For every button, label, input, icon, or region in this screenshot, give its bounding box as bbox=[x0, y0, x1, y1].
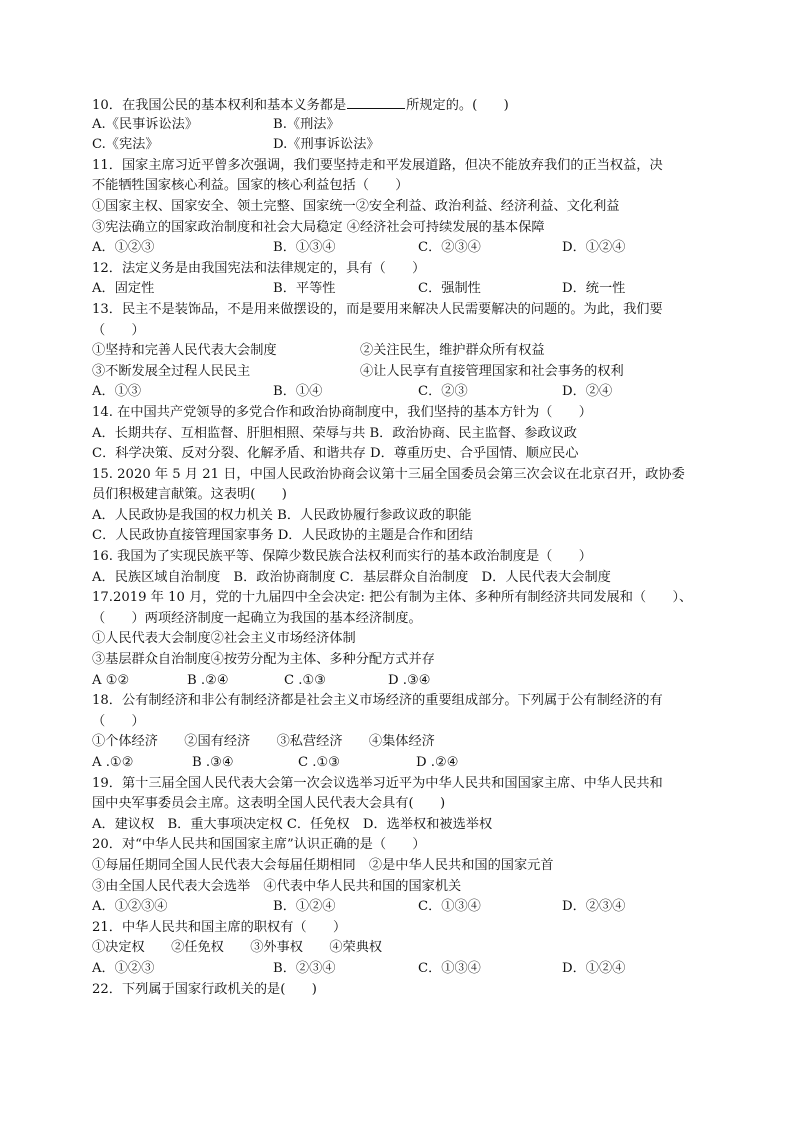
question-19-options: A．建议权 B．重大事项决定权 C．任免权 D．选举权和被选举权 bbox=[92, 816, 493, 832]
option-d: D．统一性 bbox=[562, 281, 626, 297]
question-12-stem: 12．法定义务是由我国宪法和法律规定的，具有（ ） bbox=[92, 260, 426, 276]
question-11-stem-line-2: 不能牺牲国家核心利益。国家的核心利益包括（ ） bbox=[92, 178, 409, 194]
question-14-options-row-1: A．长期共存、互相监督、肝胆相照、荣辱与共 B．政治协商、民主监督、参政议政 bbox=[92, 425, 577, 441]
question-10-options-row-1 bbox=[92, 115, 704, 136]
option-c: C．②③④ bbox=[418, 240, 481, 256]
option-c: C．强制性 bbox=[418, 281, 481, 297]
question-16-stem: 16. 我国为了实现民族平等、保障少数民族合法权利而实行的基本政治制度是（ ） bbox=[92, 549, 592, 565]
question-13-stem-line-1: 13．民主不是装饰品，不是用来做摆设的，而是要用来解决人民需要解决的问题的。为此，我们要 bbox=[92, 301, 663, 317]
question-11-options bbox=[92, 238, 704, 259]
option-d: D．①②④ bbox=[562, 960, 626, 976]
question-16-options: A．民族区域自治制度 B．政治协商制度 C．基层群众自治制度 D．人民代表大会制度 bbox=[92, 569, 611, 585]
question-17-options bbox=[92, 671, 704, 692]
option-c: C.《宪法》 bbox=[92, 137, 159, 153]
option-d: D .③④ bbox=[388, 672, 431, 688]
question-20-statements-row-2: ③由全国人民代表大会选举 ④代表中华人民共和国的国家机关 bbox=[92, 878, 462, 894]
question-11-stem-line-1: 11．国家主席习近平曾多次强调，我们要坚持走和平发展道路，但决不能放弃我们的正当权益，决 bbox=[92, 157, 663, 173]
option-d: D.《刑事诉讼法》 bbox=[273, 137, 380, 153]
question-17-stem-line-1: 17.2019 年 10 月，党的十九届四中全会决定: 把公有制为主体、多种所有制经济共同发展和（ ）、 bbox=[92, 590, 693, 606]
option-a: A．①②③ bbox=[92, 960, 155, 976]
question-22-stem: 22．下列属于国家行政机关的是( ) bbox=[92, 981, 317, 997]
option-a: A．①②③ bbox=[92, 240, 155, 256]
option-c: C .①③ bbox=[284, 672, 327, 688]
option-b: B．②③④ bbox=[273, 960, 336, 976]
question-10-options-row-2 bbox=[92, 135, 704, 156]
statement-4: ④让人民享有直接管理国家和社会事务的权利 bbox=[360, 363, 624, 379]
question-18-statements: ①个体经济 ②国有经济 ③私营经济 ④集体经济 bbox=[92, 734, 435, 750]
question-13-statements-row-1 bbox=[92, 341, 704, 362]
question-15-stem-line-1: 15. 2020 年 5 月 21 日，中国人民政治协商会议第十三届全国委员会第三次会议在北京召开，政协委 bbox=[92, 466, 685, 482]
statement-3: ③不断发展全过程人民民主 bbox=[92, 363, 251, 379]
question-14-stem: 14. 在中国共产党领导的多党合作和政治协商制度中，我们坚持的基本方针为（ ） bbox=[92, 404, 592, 420]
option-b: B．①③④ bbox=[273, 240, 336, 256]
question-15-stem-line-2: 员们积极建言献策。这表明( ) bbox=[92, 487, 287, 503]
question-21-options bbox=[92, 959, 704, 980]
option-d: D．②③④ bbox=[562, 899, 626, 915]
option-a: A .①② bbox=[92, 755, 134, 770]
option-a: A．①②③④ bbox=[92, 899, 168, 915]
option-d: D．①②④ bbox=[562, 240, 626, 256]
question-13-stem-line-2: （ ） bbox=[92, 322, 145, 338]
question-11-statement-2: ③宪法确立的国家政治制度和社会大局稳定 ④经济社会可持续发展的基本保障 bbox=[92, 219, 545, 235]
question-19-stem-line-2: 国中央军事委员会主席。这表明全国人民代表大会具有( ) bbox=[92, 796, 446, 812]
question-17-statements-row-2: ③基层群众自治制度④按劳分配为主体、多种分配方式并存 bbox=[92, 652, 435, 668]
option-b: B .③④ bbox=[192, 755, 234, 770]
question-15-options-row-2: C．人民政协直接管理国家事务 D．人民政协的主题是合作和团结 bbox=[92, 528, 473, 544]
question-17-statements-row-1: ①人民代表大会制度②社会主义市场经济体制 bbox=[92, 631, 356, 647]
question-13-statements-row-2 bbox=[92, 362, 704, 383]
question-20-statements-row-1: ①每届任期同全国人民代表大会每届任期相同 ②是中华人民共和国的国家元首 bbox=[92, 857, 554, 873]
option-a: A ①② bbox=[92, 672, 130, 688]
question-21-stem: 21．中华人民共和国主席的职权有（ ） bbox=[92, 919, 347, 935]
option-a: A.《民事诉讼法》 bbox=[92, 116, 199, 132]
question-10-stem-post: 所规定的。( ) bbox=[406, 98, 509, 113]
question-10-stem bbox=[92, 94, 704, 115]
option-b: B．平等性 bbox=[273, 281, 336, 297]
option-b: B．①②④ bbox=[273, 899, 336, 915]
option-d: D．②④ bbox=[562, 384, 613, 400]
question-19-stem-line-1: 19．第十三届全国人民代表大会第一次会议选举习近平为中华人民共和国国家主席、中华人民共和 bbox=[92, 775, 663, 791]
option-c: C．①③④ bbox=[418, 899, 481, 915]
question-17-stem-line-2: （ ）两项经济制度一起确立为我国的基本经济制度。 bbox=[92, 610, 422, 626]
option-a: A．固定性 bbox=[92, 281, 155, 297]
question-20-stem: 20．对“中华人民共和国国家主席”认识正确的是（ ） bbox=[92, 837, 426, 853]
option-a: A．①③ bbox=[92, 384, 142, 400]
statement-2: ②关注民生，维护群众所有权益 bbox=[360, 343, 545, 359]
option-d: D .②④ bbox=[416, 755, 459, 770]
question-15-options-row-1: A．人民政协是我国的权力机关 B．人民政协履行参政议政的职能 bbox=[92, 507, 472, 523]
question-page bbox=[92, 94, 704, 1000]
question-10-stem-pre: 10．在我国公民的基本权利和基本义务都是 bbox=[92, 98, 347, 113]
question-13-options bbox=[92, 382, 704, 403]
option-c: C .①③ bbox=[298, 755, 341, 770]
question-12-options bbox=[92, 279, 704, 300]
option-c: C．①③④ bbox=[418, 960, 481, 976]
question-18-stem-line-2: （ ） bbox=[92, 713, 145, 729]
question-11-statement-1: ①国家主权、国家安全、领土完整、国家统一②安全利益、政治利益、经济利益、文化利益 bbox=[92, 198, 620, 214]
fill-in-blank bbox=[347, 94, 405, 109]
question-18-options bbox=[92, 753, 704, 774]
option-b: B .②④ bbox=[187, 672, 229, 688]
question-21-statements: ①决定权 ②任免权 ③外事权 ④荣典权 bbox=[92, 940, 383, 956]
statement-1: ①坚持和完善人民代表大会制度 bbox=[92, 343, 277, 359]
option-b: B．①④ bbox=[273, 384, 323, 400]
option-c: C．②③ bbox=[418, 384, 468, 400]
question-14-options-row-2: C．科学决策、反对分裂、化解矛盾、和谐共存 D．尊重历史、合乎国情、顺应民心 bbox=[92, 446, 579, 462]
question-18-stem-line-1: 18．公有制经济和非公有制经济都是社会主义市场经济的重要组成部分。下列属于公有制经济的有 bbox=[92, 693, 663, 709]
question-20-options bbox=[92, 897, 704, 918]
option-b: B.《刑法》 bbox=[273, 116, 340, 132]
